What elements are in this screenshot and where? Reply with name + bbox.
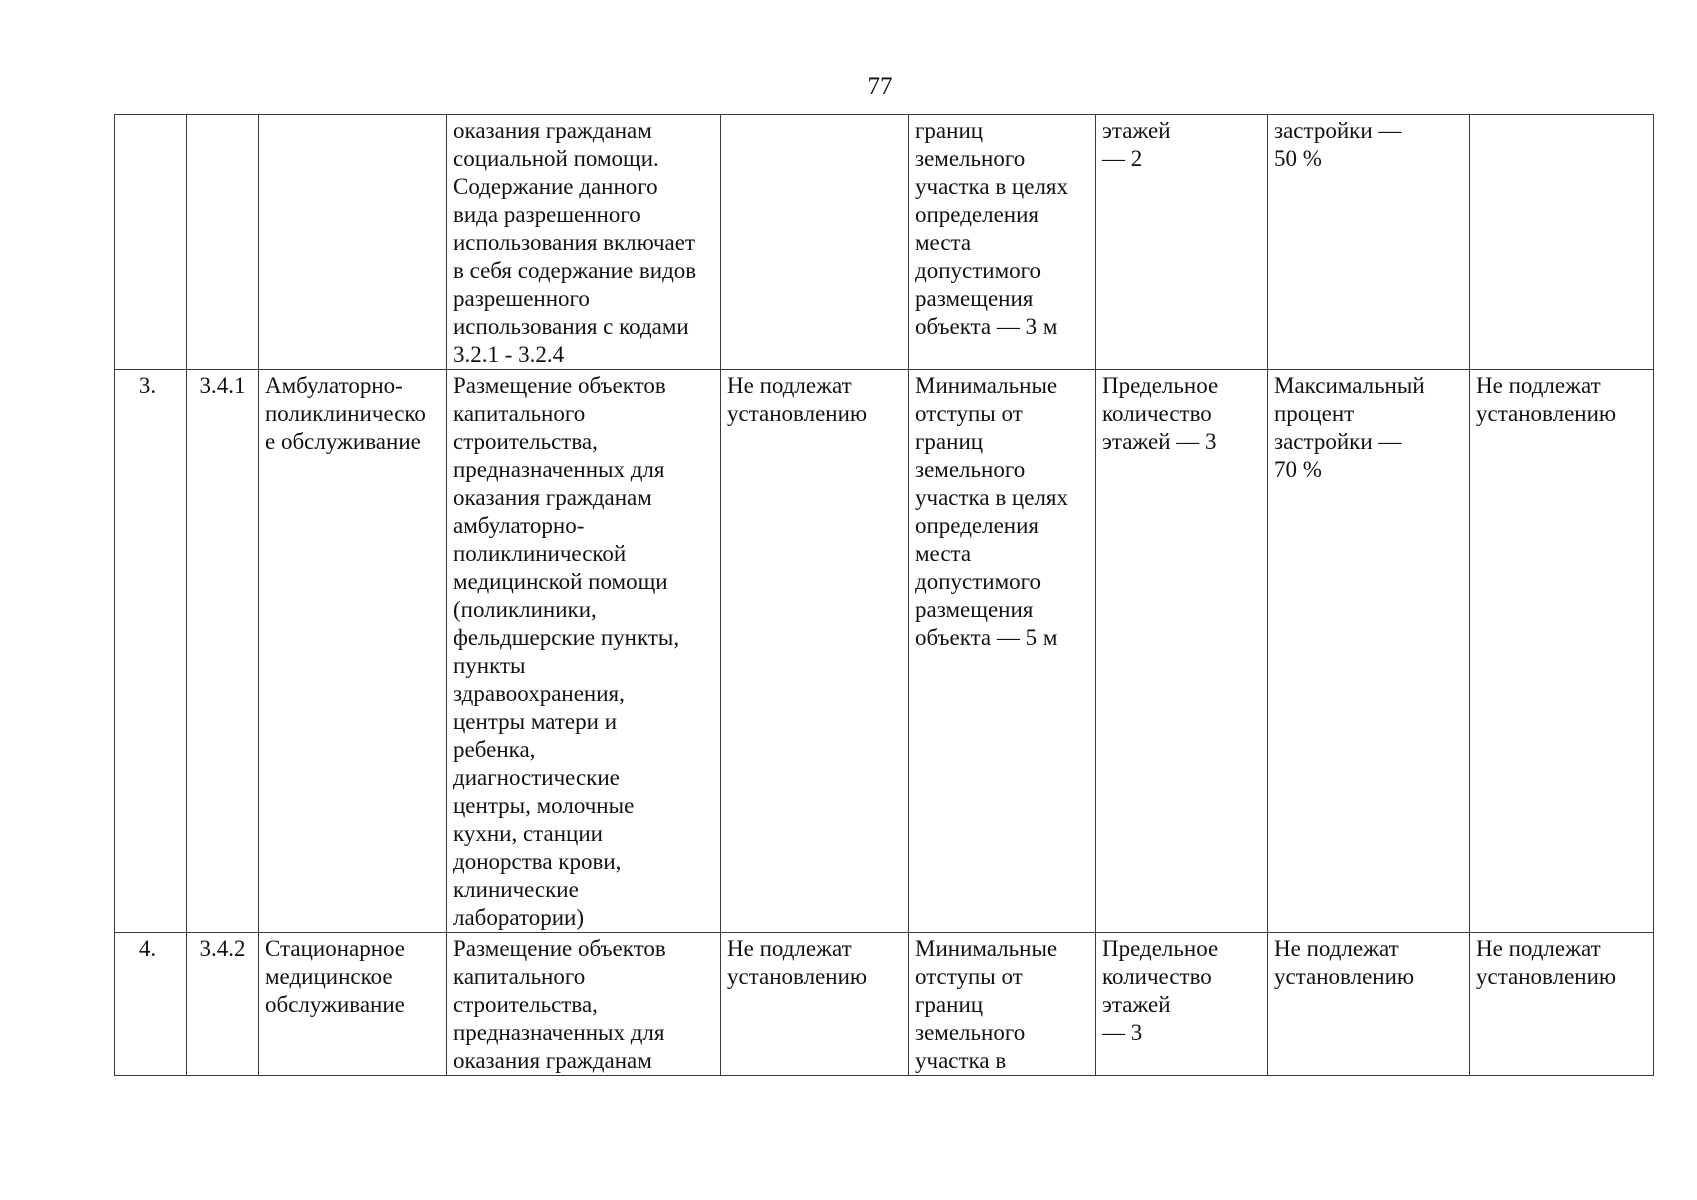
coverage-cell: застройки — 50 % — [1268, 115, 1470, 370]
other-params-cell: Не подлежат установлению — [1470, 370, 1654, 933]
row-number: 4. — [115, 933, 187, 1076]
use-description: оказания гражданам социальной помощи. Содержание данного вида разрешенного использования включает в себя содержание видов разрешенного использования с кодами 3.2.1 - 3.2.4 — [447, 115, 721, 370]
setback-cell: Минимальные отступы от границ земельного участка в целях определения места допустимого размещения объекта — 5 м — [909, 370, 1096, 933]
land-use-table — [114, 114, 1654, 1076]
parameter-cell — [721, 115, 909, 370]
table-row — [115, 370, 1654, 933]
other-params-cell — [1470, 115, 1654, 370]
floors-cell: Предельное количество этажей — 3 — [1096, 370, 1268, 933]
use-description: Размещение объектов капитального строительства, предназначенных для оказания гражданам амбулаторно- поликлинической медицинской помощи (поликлиники, фельдшерские пункты, пункты здравоохранения, центры матери и ребенка, диагностические центры, молочные кухни, станции донорства крови, клинические лаборатории) — [447, 370, 721, 933]
floors-cell: этажей — 2 — [1096, 115, 1268, 370]
use-name — [259, 115, 447, 370]
page-number: 77 — [867, 73, 893, 100]
use-code: 3.4.1 — [187, 370, 259, 933]
table-row — [115, 933, 1654, 1076]
coverage-cell: Не подлежат установлению — [1268, 933, 1470, 1076]
use-name: Амбулаторно- поликлиническо е обслуживание — [259, 370, 447, 933]
floors-cell: Предельное количество этажей — 3 — [1096, 933, 1268, 1076]
use-code — [187, 115, 259, 370]
use-description: Размещение объектов капитального строительства, предназначенных для оказания гражданам — [447, 933, 721, 1076]
setback-cell: границ земельного участка в целях определения места допустимого размещения объекта — 3 м — [909, 115, 1096, 370]
other-params-cell: Не подлежат установлению — [1470, 933, 1654, 1076]
use-name: Стационарное медицинское обслуживание — [259, 933, 447, 1076]
use-code: 3.4.2 — [187, 933, 259, 1076]
row-number — [115, 115, 187, 370]
row-number: 3. — [115, 370, 187, 933]
parameter-cell: Не подлежат установлению — [721, 370, 909, 933]
setback-cell: Минимальные отступы от границ земельного участка в — [909, 933, 1096, 1076]
parameter-cell: Не подлежат установлению — [721, 933, 909, 1076]
coverage-cell: Максимальный процент застройки — 70 % — [1268, 370, 1470, 933]
table-row — [115, 115, 1654, 370]
